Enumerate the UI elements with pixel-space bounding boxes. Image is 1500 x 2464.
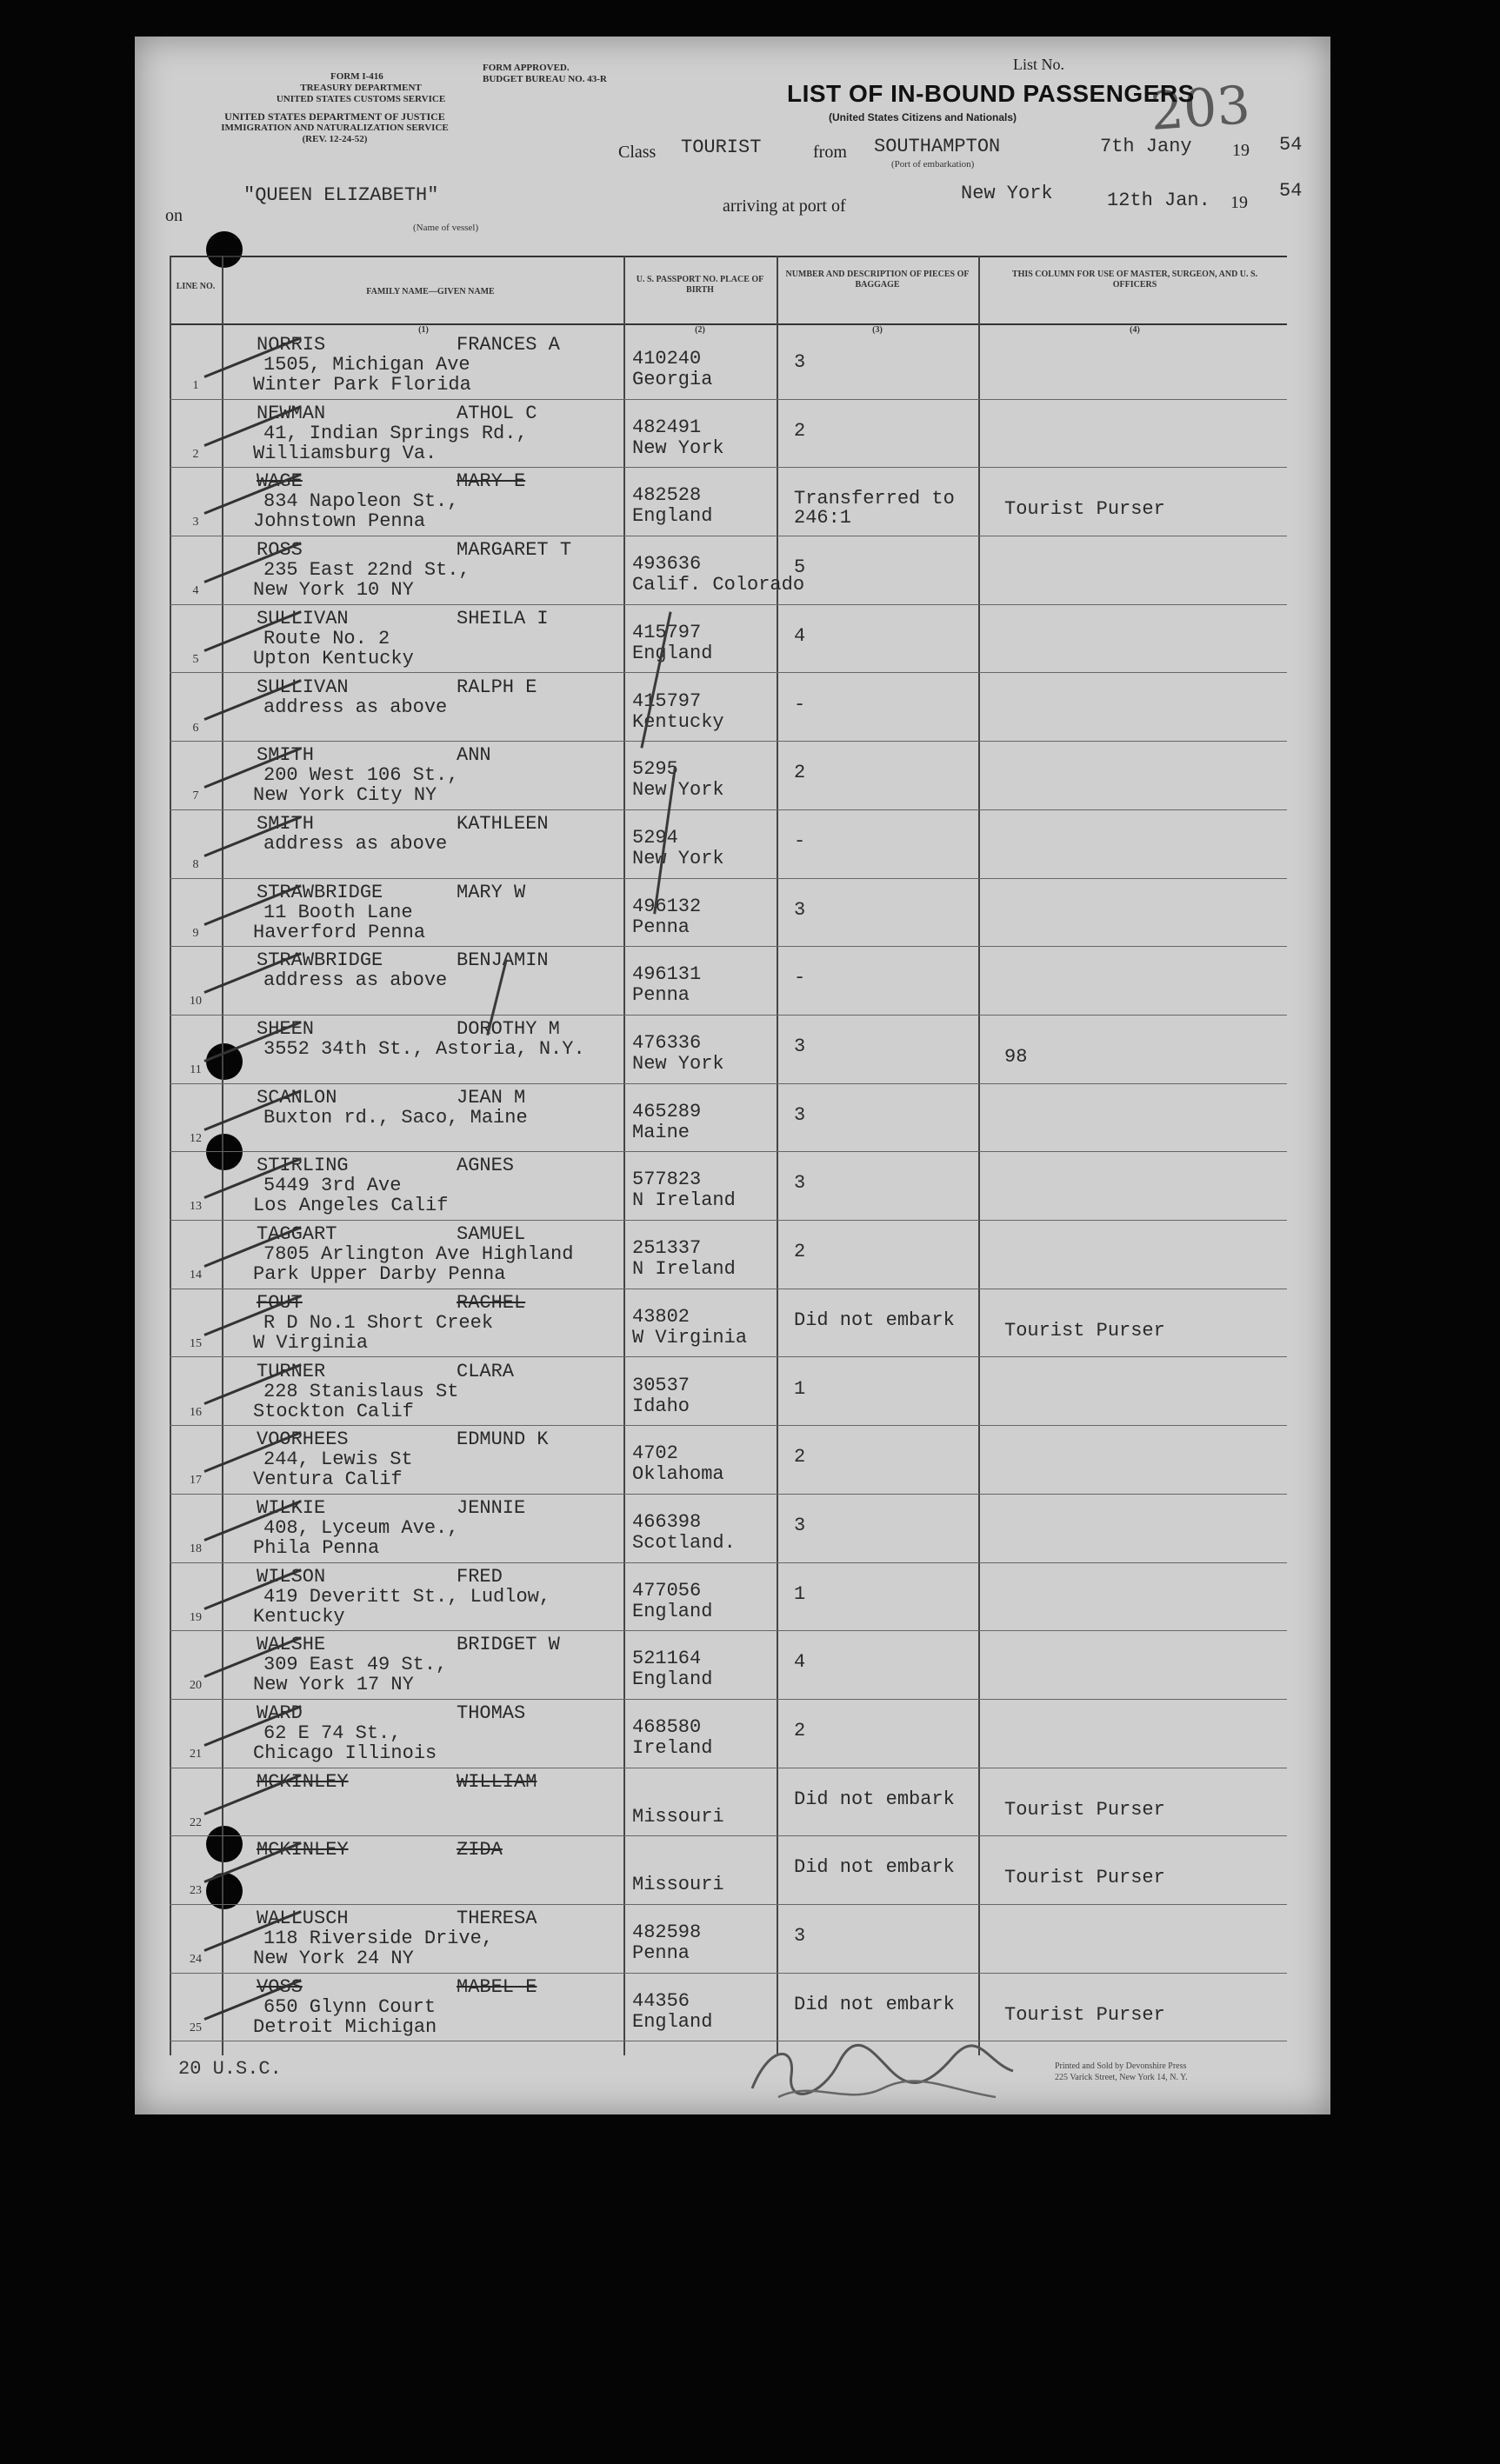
passport-number: 482598 bbox=[632, 1921, 702, 1944]
family-name: WAGE bbox=[257, 470, 303, 493]
table-row bbox=[170, 1494, 1287, 1562]
family-name: SULLIVAN bbox=[257, 607, 349, 629]
passport-number: 468580 bbox=[632, 1716, 702, 1738]
address-line-1: 3552 34th St., Astoria, N.Y. bbox=[263, 1038, 585, 1060]
passport-number: 415797 bbox=[632, 689, 702, 712]
family-name: NORRIS bbox=[257, 334, 326, 356]
passport-number: 43802 bbox=[632, 1305, 690, 1328]
header-officers: THIS COLUMN FOR USE OF MASTER, SURGEON, AND U. S. OFFICERS bbox=[1011, 270, 1258, 290]
family-name: MCKINLEY bbox=[257, 1839, 349, 1861]
address-line-1: 62 E 74 St., bbox=[263, 1722, 402, 1744]
passport-number: 476336 bbox=[632, 1032, 702, 1054]
place-of-birth: Georgia bbox=[632, 369, 713, 390]
table-row bbox=[170, 1699, 1287, 1767]
table-row bbox=[170, 946, 1287, 1014]
passport-number: 482528 bbox=[632, 484, 702, 507]
address-line-2: Upton Kentucky bbox=[253, 647, 414, 669]
baggage: 3 bbox=[794, 1172, 806, 1195]
family-name: SMITH bbox=[257, 812, 315, 835]
address-line-1: 5449 3rd Ave bbox=[263, 1175, 402, 1197]
given-name: RALPH E bbox=[457, 676, 537, 698]
place-of-birth: England bbox=[632, 642, 713, 664]
line-number: 16 bbox=[190, 1405, 202, 1419]
address-line-1: 41, Indian Springs Rd., bbox=[263, 422, 528, 444]
address-line-1: 7805 Arlington Ave Highland bbox=[263, 1243, 574, 1266]
family-name: VOORHEES bbox=[257, 1428, 349, 1451]
address-line-2: Johnstown Penna bbox=[253, 510, 426, 533]
place-of-birth: N Ireland bbox=[632, 1189, 736, 1212]
place-of-birth: Kentucky bbox=[632, 710, 724, 733]
table-row bbox=[170, 1904, 1287, 1972]
given-name: EDMUND K bbox=[457, 1428, 549, 1451]
given-name: JEAN M bbox=[457, 1086, 526, 1109]
customs-service: UNITED STATES CUSTOMS SERVICE bbox=[276, 94, 446, 104]
address-line-2: New York 10 NY bbox=[253, 579, 414, 602]
line-number: 13 bbox=[190, 1200, 202, 1214]
signature bbox=[743, 2036, 1030, 2114]
place-of-birth: England bbox=[632, 1668, 713, 1691]
given-name: MARY W bbox=[457, 881, 526, 903]
baggage: 4 bbox=[794, 1651, 806, 1674]
address-line-1: 309 East 49 St., bbox=[263, 1654, 448, 1676]
place-of-birth: England bbox=[632, 1600, 713, 1622]
table-row bbox=[170, 467, 1287, 535]
from-label: from bbox=[813, 143, 847, 162]
list-number-label: List No. bbox=[1013, 56, 1065, 73]
line-number: 24 bbox=[190, 1953, 202, 1967]
baggage: Did not embark bbox=[794, 1856, 955, 1879]
baggage: 3 bbox=[794, 1036, 806, 1057]
line-number: 10 bbox=[190, 995, 202, 1009]
baggage: - bbox=[794, 967, 806, 989]
passport-number: 5295 bbox=[632, 758, 678, 781]
line-number: 4 bbox=[192, 584, 199, 598]
address-line-1: 419 Deveritt St., Ludlow, bbox=[263, 1585, 551, 1608]
header-line-no: LINE NO. bbox=[176, 282, 216, 291]
arrival-port: New York bbox=[961, 183, 1053, 204]
line-number: 18 bbox=[190, 1542, 202, 1555]
passport-number: 251337 bbox=[632, 1237, 702, 1260]
given-name: ANN bbox=[457, 744, 491, 767]
given-name: RACHEL bbox=[457, 1291, 526, 1314]
baggage: 4 bbox=[794, 624, 806, 647]
address-line-2: Haverford Penna bbox=[253, 921, 426, 943]
table-row bbox=[170, 1289, 1287, 1356]
given-name: DOROTHY M bbox=[457, 1018, 560, 1040]
line-number: 9 bbox=[192, 926, 199, 940]
given-name: MARGARET T bbox=[457, 539, 572, 562]
baggage: Did not embark bbox=[794, 1309, 955, 1331]
printer-line-1: Printed and Sold by Devonshire Press bbox=[1055, 2061, 1187, 2071]
baggage: Transferred to 246:1 bbox=[794, 488, 955, 529]
address-line-1: 244, Lewis St bbox=[263, 1448, 413, 1471]
line-number: 25 bbox=[190, 2021, 202, 2034]
footer-code: 20 U.S.C. bbox=[178, 2058, 282, 2080]
passport-number: 4702 bbox=[632, 1442, 678, 1465]
baggage: 5 bbox=[794, 556, 806, 579]
baggage: 2 bbox=[794, 1446, 806, 1468]
family-name: SCANLON bbox=[257, 1086, 337, 1109]
department-of-justice: UNITED STATES DEPARTMENT OF JUSTICE bbox=[224, 110, 445, 123]
line-number: 23 bbox=[190, 1884, 202, 1898]
place-of-birth: New York bbox=[632, 436, 724, 459]
table-row bbox=[170, 330, 1287, 398]
family-name: ROSS bbox=[257, 539, 303, 562]
header-baggage: NUMBER AND DESCRIPTION OF PIECES OF BAGGAGE bbox=[785, 270, 970, 290]
address-line-2: Williamsburg Va. bbox=[253, 442, 437, 464]
line-number: 1 bbox=[192, 379, 199, 392]
on-label: on bbox=[165, 206, 183, 225]
line-number: 8 bbox=[192, 857, 199, 871]
table-row bbox=[170, 1357, 1287, 1425]
passport-number: 496132 bbox=[632, 895, 702, 917]
check-mark bbox=[203, 1774, 301, 1815]
passport-number: 44356 bbox=[632, 1989, 690, 2012]
family-name: TAGGART bbox=[257, 1223, 337, 1246]
given-name: ATHOL C bbox=[457, 402, 537, 424]
line-number: 19 bbox=[190, 1610, 202, 1624]
place-of-birth: England bbox=[632, 2010, 713, 2033]
column-number: (1) bbox=[418, 325, 429, 335]
table-row bbox=[170, 673, 1287, 741]
vessel-name: "QUEEN ELIZABETH" bbox=[243, 184, 439, 206]
address-line-1: 11 Booth Lane bbox=[263, 901, 413, 923]
place-of-birth: W Virginia bbox=[632, 1326, 748, 1349]
list-number-value: 203 bbox=[1148, 75, 1252, 143]
sail-date: 7th Jany bbox=[1100, 136, 1192, 157]
given-name: MABEL E bbox=[457, 1975, 537, 1998]
baggage: 2 bbox=[794, 762, 806, 784]
address-line-2: Chicago Illinois bbox=[253, 1742, 437, 1764]
arrival-date: 12th Jan. bbox=[1107, 190, 1210, 211]
family-name: SHEEN bbox=[257, 1018, 315, 1040]
family-name: WILSON bbox=[257, 1565, 326, 1588]
address-line-1: 235 East 22nd St., bbox=[263, 559, 470, 582]
family-name: WILKIE bbox=[257, 1496, 326, 1519]
given-name: FRED bbox=[457, 1565, 503, 1588]
budget-bureau: BUDGET BUREAU NO. 43-R bbox=[483, 74, 607, 84]
place-of-birth: Oklahoma bbox=[632, 1463, 724, 1486]
address-line-1: 118 Riverside Drive, bbox=[263, 1928, 494, 1950]
address-line-1: 834 Napoleon St., bbox=[263, 490, 459, 513]
column-number: (4) bbox=[1130, 325, 1140, 335]
family-name: TURNER bbox=[257, 1360, 326, 1382]
place-of-birth: Penna bbox=[632, 916, 690, 938]
baggage: 1 bbox=[794, 1377, 806, 1400]
address-line-2: Ventura Calif bbox=[253, 1468, 403, 1491]
page-subtitle: (United States Citizens and Nationals) bbox=[829, 111, 1017, 123]
class-label: Class bbox=[618, 143, 657, 162]
passport-number: 477056 bbox=[632, 1579, 702, 1602]
passport-number: 465289 bbox=[632, 1100, 702, 1122]
family-name: WARD bbox=[257, 1702, 303, 1724]
place-of-birth: New York bbox=[632, 1053, 724, 1075]
address-line-2: New York 24 NY bbox=[253, 1948, 414, 1970]
baggage: 2 bbox=[794, 419, 806, 442]
place-of-birth: Maine bbox=[632, 1121, 690, 1143]
passenger-table bbox=[170, 256, 1287, 2055]
address-line-2: Winter Park Florida bbox=[253, 374, 471, 396]
address-line-1: 1505, Michigan Ave bbox=[263, 354, 470, 376]
table-row bbox=[170, 1973, 1287, 2041]
officer-note: Tourist Purser bbox=[1004, 1798, 1165, 1821]
passport-number: 30537 bbox=[632, 1374, 690, 1396]
form-number: FORM I-416 bbox=[330, 71, 383, 82]
arrival-year: 54 bbox=[1279, 180, 1303, 202]
address-line-2: Detroit Michigan bbox=[253, 2015, 437, 2038]
check-mark bbox=[203, 1842, 301, 1884]
form-revision: (REV. 12-24-52) bbox=[302, 134, 368, 144]
given-name: AGNES bbox=[457, 1155, 515, 1177]
given-name: SHEILA I bbox=[457, 607, 549, 629]
given-name: BENJAMIN bbox=[457, 949, 549, 972]
table-row bbox=[170, 1630, 1287, 1698]
place-of-birth: Penna bbox=[632, 984, 690, 1007]
column-number: (2) bbox=[695, 325, 705, 335]
line-number: 14 bbox=[190, 1269, 202, 1282]
address-line-1: 228 Stanislaus St bbox=[263, 1380, 459, 1402]
line-number: 5 bbox=[192, 652, 199, 666]
given-name: FRANCES A bbox=[457, 334, 560, 356]
given-name: KATHLEEN bbox=[457, 812, 549, 835]
arriving-label: arriving at port of bbox=[723, 196, 846, 216]
given-name: THOMAS bbox=[457, 1702, 526, 1724]
address-line-2: W Virginia bbox=[253, 1331, 369, 1354]
table-row bbox=[170, 809, 1287, 877]
passport-number: 415797 bbox=[632, 621, 702, 643]
baggage: 3 bbox=[794, 898, 806, 921]
address-line-2: Kentucky bbox=[253, 1605, 345, 1628]
column-number: (3) bbox=[872, 325, 883, 335]
table-row bbox=[170, 1015, 1287, 1082]
baggage: 3 bbox=[794, 1925, 806, 1948]
place-of-birth: Penna bbox=[632, 1942, 690, 1965]
treasury-department: TREASURY DEPARTMENT bbox=[300, 83, 422, 93]
address-line-1: 650 Glynn Court bbox=[263, 1995, 437, 2018]
table-row bbox=[170, 1220, 1287, 1288]
line-number: 21 bbox=[190, 1748, 202, 1761]
place-of-birth: Ireland bbox=[632, 1737, 713, 1759]
officer-note: 98 bbox=[1004, 1046, 1028, 1068]
arrival-year-prefix: 19 bbox=[1230, 193, 1248, 212]
officer-note: Tourist Purser bbox=[1004, 1867, 1165, 1889]
passport-number: 410240 bbox=[632, 348, 702, 370]
table-row bbox=[170, 1562, 1287, 1630]
line-number: 3 bbox=[192, 516, 199, 529]
address-line-1: 408, Lyceum Ave., bbox=[263, 1516, 459, 1539]
table-row bbox=[170, 1425, 1287, 1493]
family-name: SULLIVAN bbox=[257, 676, 349, 698]
passport-number: 496131 bbox=[632, 963, 702, 986]
baggage: 3 bbox=[794, 1103, 806, 1126]
given-name: ZIDA bbox=[457, 1839, 503, 1861]
header-passport: U. S. PASSPORT NO. PLACE OF BIRTH bbox=[636, 275, 764, 295]
form-approved: FORM APPROVED. bbox=[483, 63, 570, 73]
baggage: 1 bbox=[794, 1582, 806, 1605]
given-name: THERESA bbox=[457, 1908, 537, 1930]
table-row bbox=[170, 1151, 1287, 1219]
printer-line-2: 225 Varick Street, New York 14, N. Y. bbox=[1055, 2073, 1188, 2082]
line-number: 7 bbox=[192, 789, 199, 803]
baggage: Did not embark bbox=[794, 1788, 955, 1810]
address-line-1: address as above bbox=[263, 832, 448, 855]
line-number: 20 bbox=[190, 1679, 202, 1693]
place-of-birth: Missouri bbox=[632, 1805, 724, 1828]
table-row bbox=[170, 604, 1287, 672]
place-of-birth: New York bbox=[632, 847, 724, 869]
passport-number: 5294 bbox=[632, 826, 678, 849]
printer-credit bbox=[1055, 2061, 1188, 2083]
address-line-1: address as above bbox=[263, 969, 448, 992]
baggage: 2 bbox=[794, 1720, 806, 1741]
baggage: 3 bbox=[794, 351, 806, 373]
family-name: STRAWBRIDGE bbox=[257, 881, 383, 903]
given-name: WILLIAM bbox=[457, 1770, 537, 1793]
line-number: 6 bbox=[192, 721, 199, 735]
family-name: SMITH bbox=[257, 744, 315, 767]
manifest-page bbox=[135, 37, 1330, 2114]
vessel-note: (Name of vessel) bbox=[413, 223, 479, 233]
baggage: Did not embark bbox=[794, 1993, 955, 2015]
address-line-1: address as above bbox=[263, 696, 448, 718]
given-name: MARY E bbox=[457, 470, 526, 493]
table-row bbox=[170, 741, 1287, 809]
address-line-2: Los Angeles Calif bbox=[253, 1195, 449, 1217]
immigration-service: IMMIGRATION AND NATURALIZATION SERVICE bbox=[221, 123, 449, 133]
baggage: 2 bbox=[794, 1241, 806, 1263]
table-row bbox=[170, 399, 1287, 467]
place-of-birth: New York bbox=[632, 779, 724, 802]
class-value: TOURIST bbox=[681, 137, 762, 158]
place-of-birth: Scotland. bbox=[632, 1531, 736, 1554]
passport-number: 521164 bbox=[632, 1648, 702, 1670]
table-row bbox=[170, 1835, 1287, 1903]
place-of-birth: Missouri bbox=[632, 1874, 724, 1896]
officer-note: Tourist Purser bbox=[1004, 1319, 1165, 1342]
family-name: MCKINLEY bbox=[257, 1770, 349, 1793]
passport-number: 466398 bbox=[632, 1510, 702, 1533]
given-name: SAMUEL bbox=[457, 1223, 526, 1246]
baggage: 3 bbox=[794, 1514, 806, 1536]
passport-number: 482491 bbox=[632, 416, 702, 438]
given-name: JENNIE bbox=[457, 1496, 526, 1519]
officer-note: Tourist Purser bbox=[1004, 498, 1165, 521]
given-name: BRIDGET W bbox=[457, 1634, 560, 1656]
sail-year-prefix: 19 bbox=[1232, 141, 1250, 160]
address-line-1: Buxton rd., Saco, Maine bbox=[263, 1106, 528, 1129]
embarkation-note: (Port of embarkation) bbox=[891, 159, 975, 170]
place-of-birth: Idaho bbox=[632, 1395, 690, 1417]
place-of-birth: Calif. Colorado bbox=[632, 574, 805, 596]
table-row bbox=[170, 536, 1287, 603]
embarkation-port: SOUTHAMPTON bbox=[874, 136, 1001, 157]
page-title: LIST OF IN-BOUND PASSENGERS bbox=[787, 80, 1195, 107]
address-line-1: R D No.1 Short Creek bbox=[263, 1311, 494, 1334]
address-line-2: Stockton Calif bbox=[253, 1400, 414, 1422]
family-name: STIRLING bbox=[257, 1155, 349, 1177]
baggage: - bbox=[794, 829, 806, 852]
place-of-birth: England bbox=[632, 505, 713, 528]
line-number: 2 bbox=[192, 447, 199, 461]
address-line-2: New York City NY bbox=[253, 784, 437, 807]
address-line-1: Route No. 2 bbox=[263, 627, 390, 649]
family-name: FOUT bbox=[257, 1291, 303, 1314]
address-line-2: Phila Penna bbox=[253, 1536, 380, 1559]
family-name: STRAWBRIDGE bbox=[257, 949, 383, 972]
address-line-1: 200 West 106 St., bbox=[263, 764, 459, 787]
header-name: FAMILY NAME—GIVEN NAME bbox=[366, 287, 495, 296]
table-row bbox=[170, 1083, 1287, 1151]
family-name: NEWMAN bbox=[257, 402, 326, 424]
address-line-2: New York 17 NY bbox=[253, 1674, 414, 1696]
family-name: WALLUSCH bbox=[257, 1908, 349, 1930]
passport-number: 577823 bbox=[632, 1169, 702, 1191]
line-number: 15 bbox=[190, 1336, 202, 1350]
address-line-2: Park Upper Darby Penna bbox=[253, 1263, 506, 1286]
place-of-birth: N Ireland bbox=[632, 1258, 736, 1281]
passport-number: 493636 bbox=[632, 553, 702, 576]
line-number: 17 bbox=[190, 1474, 202, 1488]
officer-note: Tourist Purser bbox=[1004, 2003, 1165, 2026]
sail-year: 54 bbox=[1279, 134, 1303, 156]
baggage: - bbox=[794, 693, 806, 716]
table-row bbox=[170, 1768, 1287, 1835]
family-name: VOSS bbox=[257, 1975, 303, 1998]
line-number: 11 bbox=[190, 1063, 202, 1076]
given-name: CLARA bbox=[457, 1360, 515, 1382]
family-name: WALSHE bbox=[257, 1634, 326, 1656]
line-number: 22 bbox=[190, 1815, 202, 1829]
table-row bbox=[170, 878, 1287, 946]
line-number: 12 bbox=[190, 1131, 202, 1145]
